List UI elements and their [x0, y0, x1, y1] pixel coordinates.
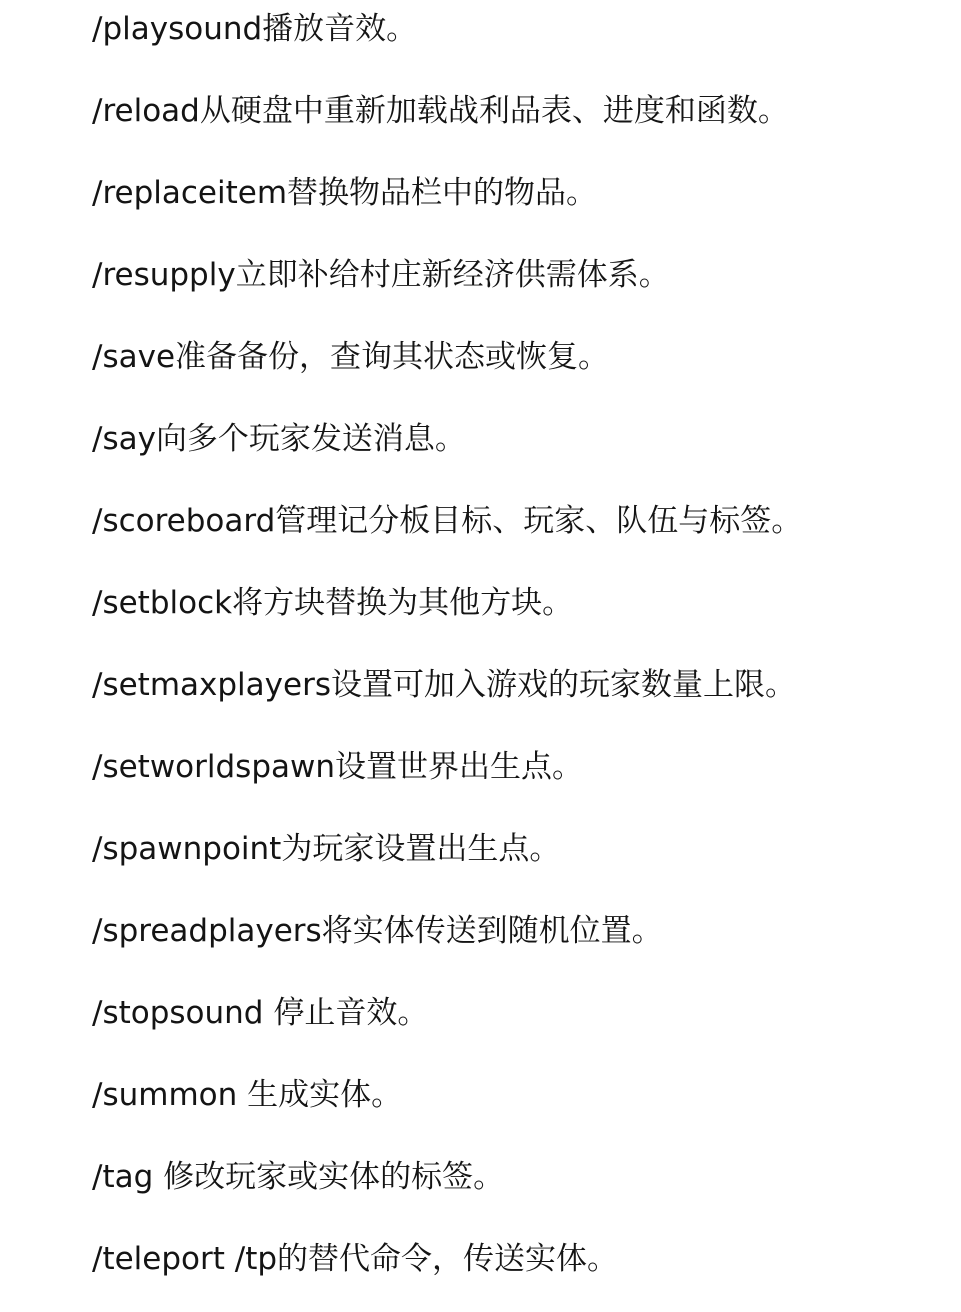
command-summon: /summon 生成实体。 [92, 1077, 403, 1113]
command-tag: /tag 修改玩家或实体的标签。 [92, 1159, 505, 1195]
command-setmaxplayers: /setmaxplayers设置可加入游戏的玩家数量上限。 [92, 667, 796, 703]
command-setblock: /setblock将方块替换为其他方块。 [92, 585, 574, 621]
command-list [92, 0, 952, 1312]
command-resupply: /resupply立即补给村庄新经济供需体系。 [92, 257, 670, 293]
command-save: /save准备备份，查询其状态或恢复。 [92, 339, 610, 375]
command-setworldspawn: /setworldspawn设置世界出生点。 [92, 749, 584, 785]
command-say: /say向多个玩家发送消息。 [92, 421, 466, 457]
command-reload: /reload从硬盘中重新加载战利品表、进度和函数。 [92, 93, 789, 129]
command-playsound: /playsound播放音效。 [92, 11, 418, 47]
command-replaceitem: /replaceitem替换物品栏中的物品。 [92, 175, 598, 211]
command-scoreboard: /scoreboard管理记分板目标、玩家、队伍与标签。 [92, 503, 803, 539]
command-stopsound: /stopsound 停止音效。 [92, 995, 429, 1031]
command-spreadplayers: /spreadplayers将实体传送到随机位置。 [92, 913, 663, 949]
command-spawnpoint: /spawnpoint为玩家设置出生点。 [92, 831, 561, 867]
command-teleport: /teleport /tp的替代命令，传送实体。 [92, 1241, 619, 1277]
